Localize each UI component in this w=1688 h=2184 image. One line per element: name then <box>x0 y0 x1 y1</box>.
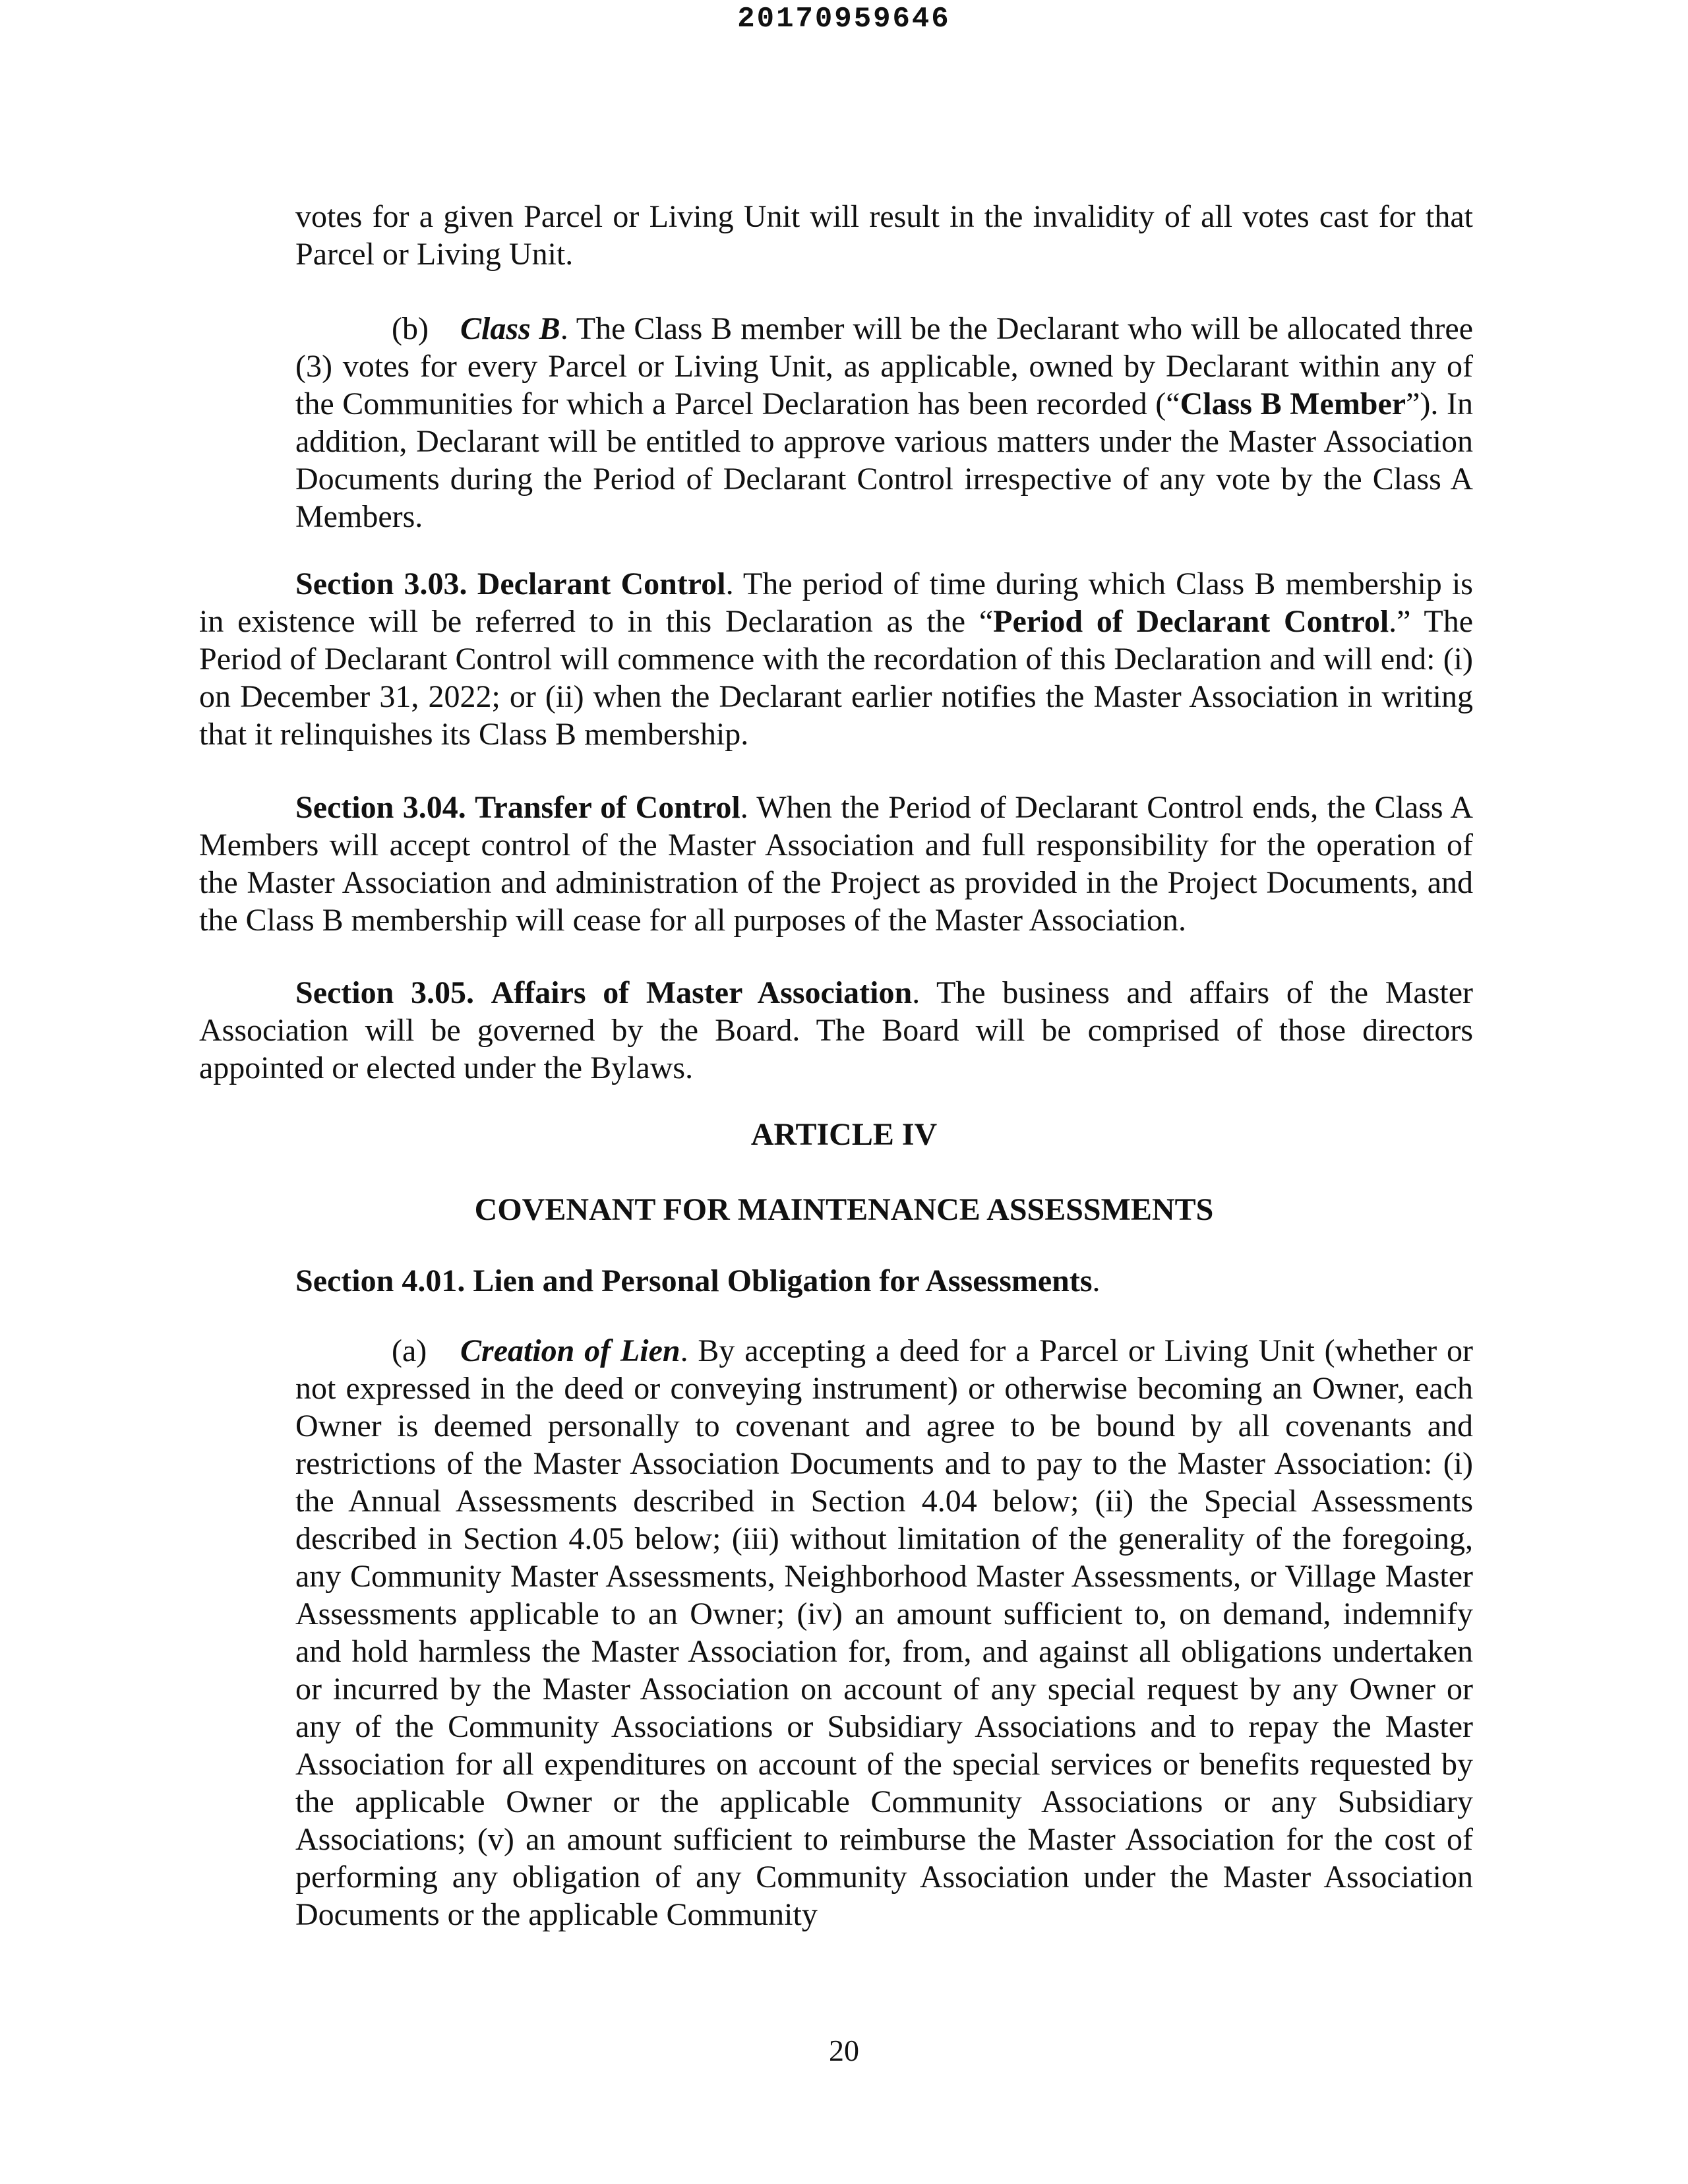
paragraph-text: . When the Period of Declarant Control ends, the Class A Members will accept control of the Master Association and full responsibility for the operation of the Master Association and administration of the Project as provided in the Project Documents, and the Class B membership will cease for all purposes of the Master Association. <box>199 790 1473 938</box>
subsection-heading: Creation of Lien <box>460 1333 680 1368</box>
article-label: ARTICLE IV <box>750 1117 938 1152</box>
section-4-01-heading <box>295 1262 1473 1300</box>
section-3-05 <box>199 974 1473 1087</box>
section-number: Section 3.03. <box>295 566 467 601</box>
paragraph-class-b <box>295 310 1473 535</box>
section-number: Section 3.04. <box>295 790 466 825</box>
paragraph-text: . The Class B member will be the Declarant who will be allocated three (3) votes for every Parcel or Living Unit, as applicable, owned by Declarant within any of the Communities for which a Parcel Declaration has been recorded (“ <box>295 311 1473 421</box>
subsection-label: (b) <box>392 311 429 346</box>
article-title: COVENANT FOR MAINTENANCE ASSESSMENTS <box>474 1192 1214 1227</box>
section-title: Declarant Control <box>477 566 726 601</box>
paragraph-creation-of-lien <box>295 1332 1473 1933</box>
section-period: . <box>1092 1263 1100 1298</box>
paragraph-text: ”). In addition, Declarant will be entitled to approve various matters under the Master Association Documents during the Period of Declarant Control irrespective of any vote by the Class A Members. <box>295 386 1473 534</box>
section-title: Lien and Personal Obligation for Assessments <box>473 1263 1093 1298</box>
paragraph-text: . The period of time during which Class B membership is in existence will be referred to in this Declaration as the “ <box>199 566 1473 639</box>
paragraph-votes-continued <box>295 198 1473 273</box>
subsection-heading: Class B <box>460 311 560 346</box>
page-number: 20 <box>829 2034 859 2067</box>
paragraph-text: votes for a given Parcel or Living Unit will result in the invalidity of all votes cast for that Parcel or Living Unit. <box>295 199 1473 272</box>
paragraph-text: . By accepting a deed for a Parcel or Living Unit (whether or not expressed in the deed or conveying instrument) or otherwise becoming an Owner, each Owner is deemed personally to covenant and agree to be bound by all covenants and restrictions of the Master Association Documents and to pay to the Master Association: (i) the Annual Assessments described in Section 4.04 below; (ii) the Special Assessments described in Section 4.05 below; (iii) without limitation of the generality of the foregoing, any Community Master Assessments, Neighborhood Master Assessments, or Village Master Assessments applicable to an Owner; (iv) an amount sufficient to, on demand, indemnify and hold harmless the Master Association for, from, and against all obligations undertaken or incurred by the Master Association on account of any special request by any Owner or any of the Community Associations or Subsidiary Associations and to repay the Master Association for all expenditures on account of the special services or benefits requested by the applicable Owner or the applicable Community Associations or any Subsidiary Associations; (v) an amount sufficient to reimburse the Master Association for the cost of performing any obligation of any Community Association under the Master Association Documents or the applicable Community <box>295 1333 1473 1932</box>
section-title: Transfer of Control <box>475 790 740 825</box>
section-3-04 <box>199 789 1473 939</box>
section-number: Section 4.01. <box>295 1263 466 1298</box>
section-number: Section 3.05. <box>295 975 474 1010</box>
subsection-label: (a) <box>392 1333 427 1368</box>
paragraph-text: .” The Period of Declarant Control will commence with the recordation of this Declaration and will end: (i) on December 31, 2022; or (ii) when the Declarant earlier notifies the Master Association in writing that it relinquishes its Class B membership. <box>199 604 1473 752</box>
paragraph-text: . The business and affairs of the Master Association will be governed by the Board. The Board will be comprised of those directors appointed or elected under the Bylaws. <box>199 975 1474 1085</box>
defined-term: Period of Declarant Control <box>993 604 1389 639</box>
section-3-03 <box>199 565 1473 753</box>
document-number: 20170959646 <box>737 3 951 36</box>
section-title: Affairs of Master Association <box>491 975 913 1010</box>
defined-term: Class B Member <box>1180 386 1406 421</box>
